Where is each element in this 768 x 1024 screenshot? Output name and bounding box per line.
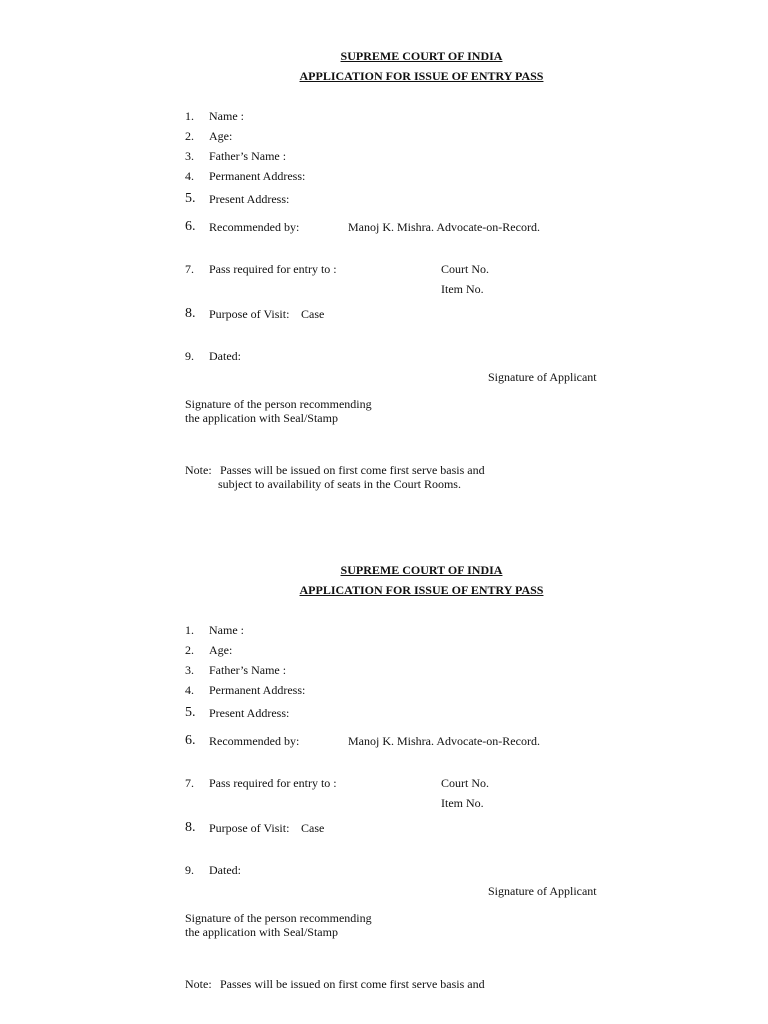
item-number-6: 6. bbox=[185, 219, 196, 234]
item-no-label: Item No. bbox=[441, 796, 484, 810]
item-number-1: 1. bbox=[185, 623, 194, 637]
item-number-1: 1. bbox=[185, 109, 194, 123]
recommender-signature-line-1: Signature of the person recommending bbox=[185, 397, 372, 411]
pass-required-label: Pass required for entry to : bbox=[209, 776, 337, 790]
purpose-value: Case bbox=[301, 307, 325, 321]
item-number-2: 2. bbox=[185, 643, 194, 657]
dated-label: Dated: bbox=[209, 349, 241, 363]
recommended-by-value: Manoj K. Mishra. Advocate-on-Record. bbox=[348, 734, 540, 748]
item-number-6: 6. bbox=[185, 733, 196, 748]
note-label: Note: bbox=[185, 463, 212, 477]
father-name-label: Father’s Name : bbox=[209, 149, 287, 163]
note-label: Note: bbox=[185, 977, 212, 991]
court-no-label: Court No. bbox=[441, 262, 489, 276]
dated-label: Dated: bbox=[209, 863, 241, 877]
name-label: Name : bbox=[209, 109, 244, 123]
item-number-3: 3. bbox=[185, 663, 194, 677]
present-address-label: Present Address: bbox=[209, 706, 290, 720]
permanent-address-label: Permanent Address: bbox=[209, 169, 306, 183]
item-number-4: 4. bbox=[185, 169, 194, 183]
item-number-9: 9. bbox=[185, 349, 194, 363]
purpose-label: Purpose of Visit: bbox=[209, 821, 290, 835]
recommender-signature-line-2: the application with Seal/Stamp bbox=[185, 925, 338, 939]
court-title: SUPREME COURT OF INDIA bbox=[340, 49, 503, 63]
recommender-signature-line-1: Signature of the person recommending bbox=[185, 911, 372, 925]
item-number-7: 7. bbox=[185, 776, 194, 790]
applicant-signature-label: Signature of Applicant bbox=[488, 370, 597, 384]
court-no-label: Court No. bbox=[441, 776, 489, 790]
recommender-signature-line-2: the application with Seal/Stamp bbox=[185, 411, 338, 425]
note-line-2: subject to availability of seats in the Court Rooms. bbox=[218, 477, 461, 491]
present-address-label: Present Address: bbox=[209, 192, 290, 206]
age-label: Age: bbox=[209, 643, 233, 657]
item-no-label: Item No. bbox=[441, 282, 484, 296]
purpose-label: Purpose of Visit: bbox=[209, 307, 290, 321]
name-label: Name : bbox=[209, 623, 244, 637]
item-number-5: 5. bbox=[185, 191, 196, 206]
permanent-address-label: Permanent Address: bbox=[209, 683, 306, 697]
note-line-1: Passes will be issued on first come first serve basis and bbox=[220, 977, 485, 991]
item-number-5: 5. bbox=[185, 705, 196, 720]
note-line-1: Passes will be issued on first come first serve basis and bbox=[220, 463, 485, 477]
purpose-value: Case bbox=[301, 821, 325, 835]
court-title: SUPREME COURT OF INDIA bbox=[340, 563, 503, 577]
entry-pass-form-2 bbox=[0, 514, 768, 994]
item-number-4: 4. bbox=[185, 683, 194, 697]
father-name-label: Father’s Name : bbox=[209, 663, 287, 677]
age-label: Age: bbox=[209, 129, 233, 143]
recommended-by-value: Manoj K. Mishra. Advocate-on-Record. bbox=[348, 220, 540, 234]
pass-required-label: Pass required for entry to : bbox=[209, 262, 337, 276]
recommended-by-label: Recommended by: bbox=[209, 220, 300, 234]
item-number-7: 7. bbox=[185, 262, 194, 276]
recommended-by-label: Recommended by: bbox=[209, 734, 300, 748]
item-number-8: 8. bbox=[185, 306, 196, 321]
form-subtitle: APPLICATION FOR ISSUE OF ENTRY PASS bbox=[299, 583, 544, 597]
entry-pass-form-1 bbox=[0, 0, 768, 491]
applicant-signature-label: Signature of Applicant bbox=[488, 884, 597, 898]
form-subtitle: APPLICATION FOR ISSUE OF ENTRY PASS bbox=[299, 69, 544, 83]
item-number-3: 3. bbox=[185, 149, 194, 163]
item-number-8: 8. bbox=[185, 820, 196, 835]
item-number-2: 2. bbox=[185, 129, 194, 143]
item-number-9: 9. bbox=[185, 863, 194, 877]
